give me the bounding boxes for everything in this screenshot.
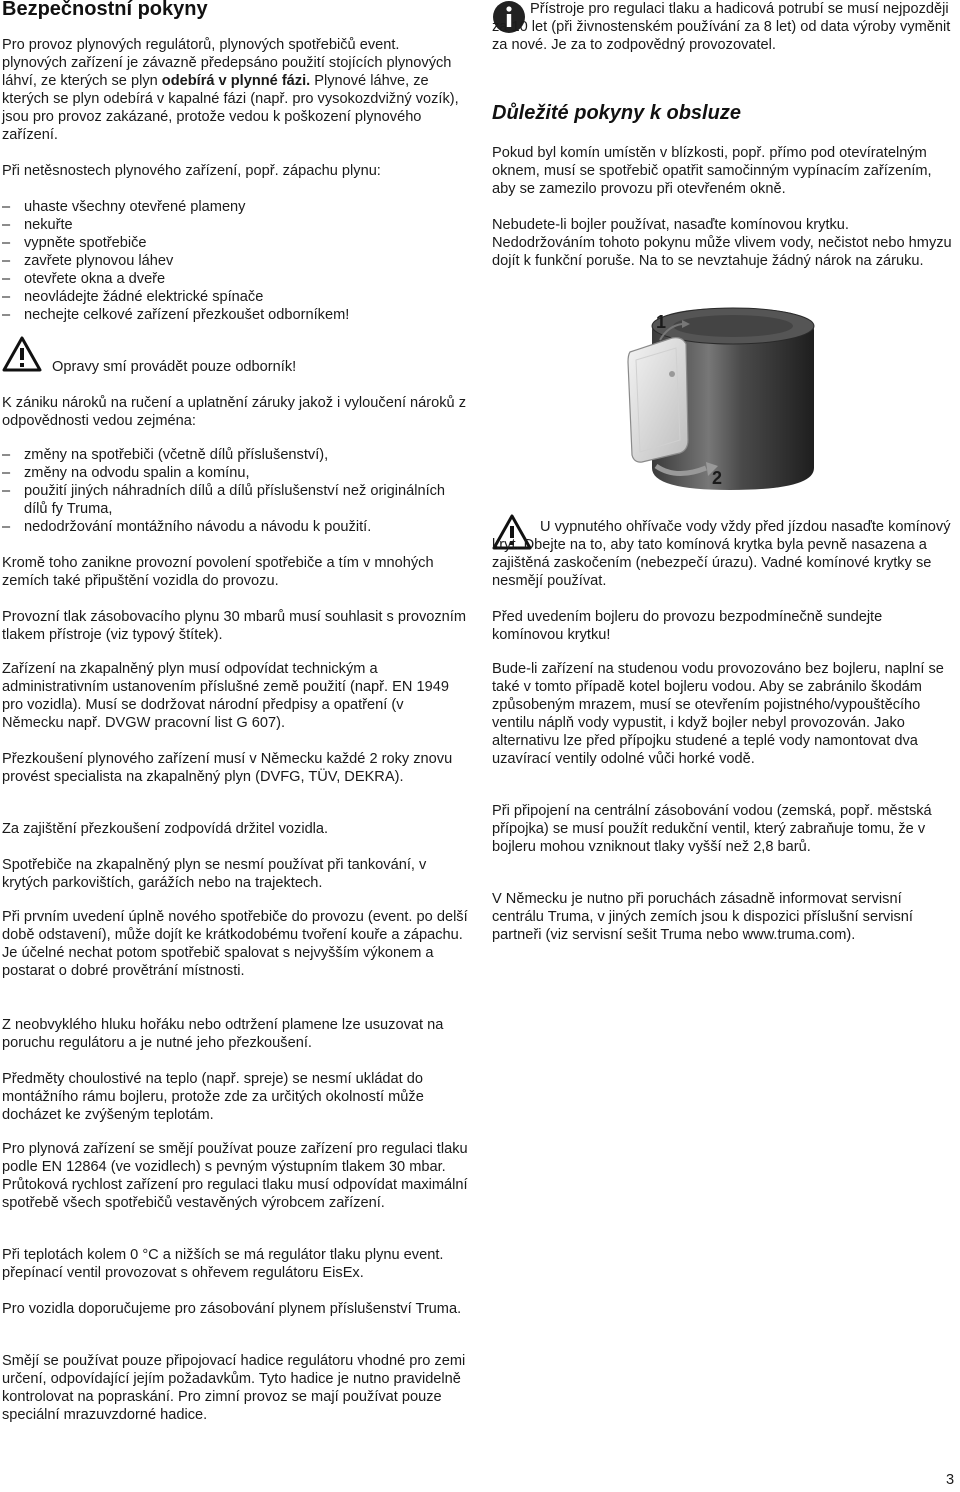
paragraph-frost-protection: Bude-li zařízení na studenou vodu provozováno bez bojleru, naplní se také v tomto případě kotel bojleru vodou. Aby se zabránilo škodám způsobeným mrazem, musí se otevřením pojistného/vypouštěcího ventilu náplň vody vypustit, i když bojler nebyl provozován. Jako alternativu lze před přípojku studené a teplé vody namontovat dva uzavírací ventily odolné vůči horké vodě. bbox=[492, 661, 944, 767]
page-number: 3 bbox=[946, 1472, 955, 1488]
info-text: Přístroje pro regulaci tlaku a hadicová potrubí se musí nejpozději za 10 let (při živnostenském používání za 8 let) od data výroby vyměnit za nové. Je za to zodpovědný provozovatel. bbox=[492, 1, 951, 53]
paragraph-pressure-reducer: Při připojení na centrální zásobování vodou (zemská, popř. městská přípojka) se musí použít redukční ventil, který zabraňuje tomu, že v bojleru mohou vzniknout tlaky vyšší než 2,8 barů. bbox=[492, 803, 932, 855]
liability-list bbox=[2, 446, 468, 536]
list-item: – nedodržování montážního návodu a návodu k použití. bbox=[2, 518, 468, 536]
paragraph-chimney-window: Pokud byl komín umístěn v blízkosti, popř. přímo pod otevíratelným oknem, musí se spotřebič opatřit samočinným vypínacím zařízením, aby se zamezilo provozu při otevřeném okně. bbox=[492, 145, 932, 197]
list-item: – zavřete plynovou láhev bbox=[2, 252, 468, 270]
list-item: – otevřete okna a dveře bbox=[2, 270, 468, 288]
list-item: – nekuřte bbox=[2, 216, 468, 234]
liability-paragraph: K zániku nároků na ručení a uplatnění záruky jakož i vyloučení nároků z odpovědnosti vedou zejména: bbox=[2, 395, 467, 429]
intro-paragraph bbox=[2, 36, 468, 144]
list-item: – změny na spotřebiči (včetně dílů příslušenství), bbox=[2, 446, 468, 464]
list-item: – vypněte spotřebiče bbox=[2, 234, 468, 252]
intro-text-a: Pro provoz plynových regulátorů, plynových spotřebičů event. plynových zařízení je závazně předepsáno použití stojících plynových láhví, ze kterých se plyn bbox=[2, 37, 452, 89]
intro-text-bold: odebírá v plynné fázi. bbox=[161, 73, 311, 89]
gas-leak-intro: Při netěsnostech plynového zařízení, popř. zápachu plynu: bbox=[2, 163, 381, 179]
gas-leak-list bbox=[2, 198, 468, 324]
paragraph-lpg-regulations: Zařízení na zkapalněný plyn musí odpovídat technickým a administrativním ustanovením příslušné země použití (např. EN 1949 pro vozidla). Musí se dodržovat národní předpisy a opatření (v Německu např. DVGW pracovní list G 607). bbox=[2, 661, 449, 731]
paragraph-vehicle-holder: Za zajištění přezkoušení zodpovídá držitel vozidla. bbox=[2, 821, 329, 837]
paragraph-pressure-regulators: Pro plynová zařízení se smějí používat pouze zařízení pro regulaci tlaku podle EN 12864 (ve vozidlech) s pevným výstupním tlakem 30 mbar. Průtoková rychlost zařízení pro regulaci tlaku musí odpovídat maximální spotřebě všech spotřebičů vestavěných výrobcem zařízení. bbox=[2, 1141, 468, 1211]
list-item: – změny na odvodu spalin a komínu, bbox=[2, 464, 468, 482]
section-heading-text: Důležité pokyny k obsluze bbox=[492, 102, 741, 124]
paragraph-chimney-cap: Nebudete-li bojler používat, nasaďte komínovou krytku. Nedodržováním tohoto pokynu může vlivem vody, nečistot nebo hmyzu dojít k funkční poruše. Na to se nevztahuje žádný nárok na záruku. bbox=[492, 217, 952, 269]
list-item: – uhaste všechny otevřené plameny bbox=[2, 198, 468, 216]
figure-label-2: 2 bbox=[712, 468, 723, 488]
page-title: Bezpečnostní pokyny bbox=[2, 0, 208, 20]
paragraph-operating-permit: Kromě toho zanikne provozní povolení spotřebiče a tím v mnohých zemích také připuštění vozidla do provozu. bbox=[2, 555, 434, 589]
warning-repair-text: Opravy smí provádět pouze odborník! bbox=[52, 359, 297, 375]
section-heading bbox=[492, 104, 952, 122]
paragraph-eisex: Při teplotách kolem 0 °C a nižších se má regulátor tlaku plynu event. přepínací ventil provozovat s ohřevem regulátoru EisEx. bbox=[2, 1247, 444, 1281]
paragraph-remove-cap: Před uvedením bojleru do provozu bezpodmínečně sundejte komínovou krytku! bbox=[492, 609, 883, 643]
paragraph-burner-noise: Z neobvyklého hluku hořáku nebo odtržení plamene lze usuzovat na poruchu regulátoru a je nutné jeho přezkoušení. bbox=[2, 1017, 444, 1051]
paragraph-service: V Německu je nutno při poruchách zásadně informovat servisní centrálu Truma, v jiných zemích jsou k dispozici příslušní servisní partneři (viz servisní sešit Truma nebo www.truma.com). bbox=[492, 891, 913, 943]
paragraph-refueling: Spotřebiče na zkapalněný plyn se nesmí používat při tankování, v krytých parkovištích, garážích nebo na trajektech. bbox=[2, 857, 427, 891]
paragraph-hoses: Smějí se používat pouze připojovací hadice regulátoru vhodné pro zemi určení, odpovídající jejím požadavkům. Tyto hadice je nutno pravidelně kontrolovat na popraskání. Pro zimní provoz se mají používat pouze speciální mrazuvzdorné hadice. bbox=[2, 1353, 466, 1423]
intro-text-c: Plynové láhve, ze kterých se plyn odebírá v kapalné fázi (např. pro vysokozdvižný vozík), jsou pro provoz zakázané, protože vedou k poškození plynového zařízení. bbox=[2, 73, 459, 143]
chimney-cap-figure bbox=[610, 300, 830, 496]
paragraph-gas-pressure: Provozní tlak zásobovacího plynu 30 mbarů musí souhlasit s provozním tlakem přístroje (viz typový štítek). bbox=[2, 609, 466, 643]
paragraph-truma-accessories: Pro vozidla doporučujeme pro zásobování plynem příslušenství Truma. bbox=[2, 1301, 462, 1317]
paragraph-first-use: Při prvním uvedení úplně nového spotřebiče do provozu (event. po delší době odstavení), může dojít ke krátkodobému tvoření kouře a zápachu. Je účelné nechat potom spotřebič spalovat s nejvyšším výkonem a postarat o dobré provětrání místnosti. bbox=[2, 909, 468, 979]
warning-icon bbox=[2, 336, 42, 372]
figure-label-1: 1 bbox=[656, 312, 667, 332]
paragraph-heat-sensitive: Předměty choulostivé na teplo (např. spreje) se nesmí ukládat do montážního rámu bojleru, protože zde za určitých okolností může docházet ke zvýšeným teplotám. bbox=[2, 1071, 424, 1123]
list-item: – neovládejte žádné elektrické spínače bbox=[2, 288, 468, 306]
warning-chimney-text: U vypnutého ohřívače vody vždy před jízdou nasaďte komínový kryt. Dbejte na to, aby tato komínová krytka byla pevně nasazena a zajištěná zaskočením (nebezpečí úrazu). Vadné komínové krytky se nesmějí používat. bbox=[492, 519, 951, 589]
paragraph-inspection: Přezkoušení plynového zařízení musí v Německu každé 2 roky znovu provést specialista na zkapalněný plyn (DVFG, TÜV, DEKRA). bbox=[2, 751, 453, 785]
list-item: – použití jiných náhradních dílů a dílů příslušenství než originálních dílů fy Truma, bbox=[2, 482, 468, 518]
list-item: – nechejte celkové zařízení přezkoušet odborníkem! bbox=[2, 306, 468, 324]
